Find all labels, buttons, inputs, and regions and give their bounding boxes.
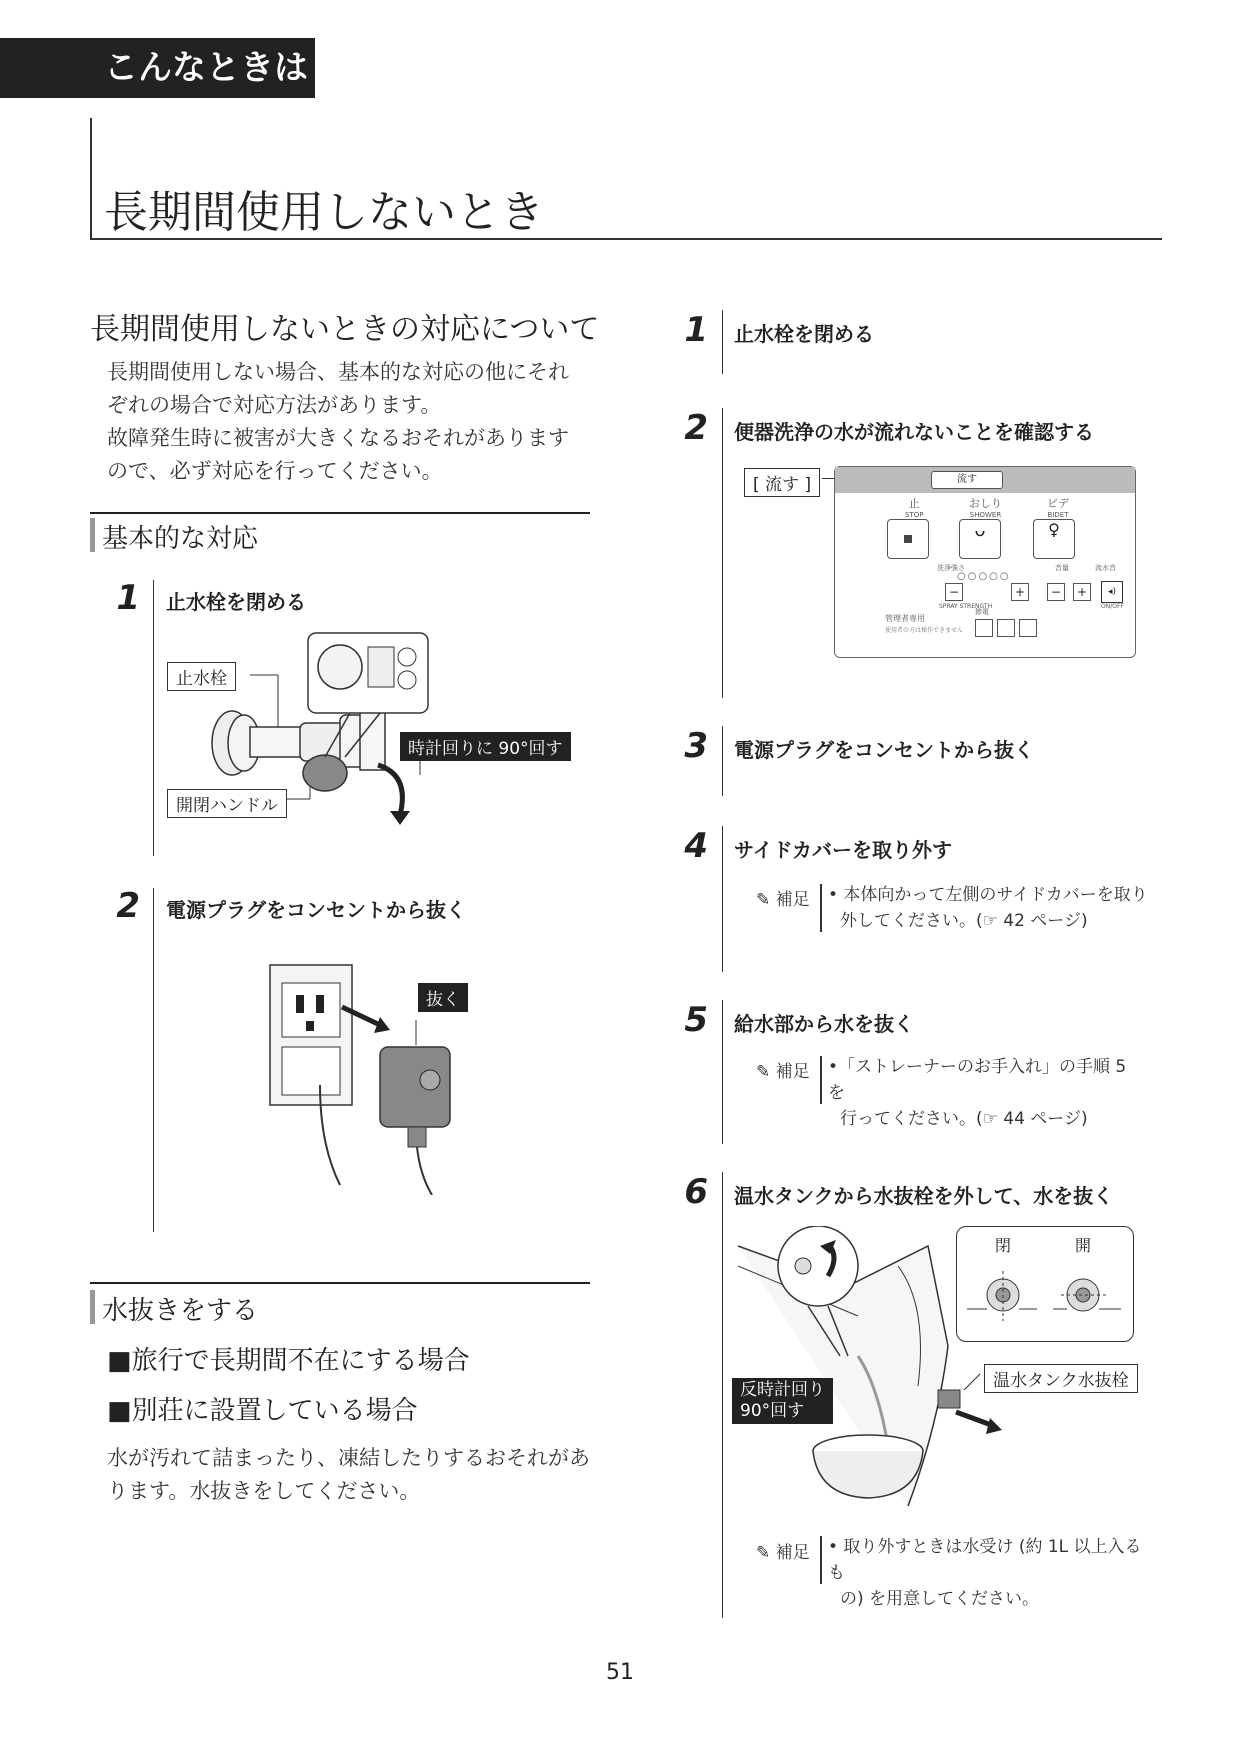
note-line: • 本体向かって左側のサイドカバーを取り (828, 885, 1148, 905)
step-rule (722, 1000, 723, 1144)
case-villa: ■別荘に設置している場合 (107, 1396, 418, 1426)
shower-en: SHOWER (969, 511, 1002, 519)
closed-label: 閉 (995, 1236, 1012, 1255)
step-title: 給水部から水を抜く (734, 1012, 914, 1036)
step-number: 1 (116, 578, 140, 618)
label-drain-plug: 温水タンク水抜栓 (984, 1364, 1138, 1393)
note-line: •「ストレーナーのお手入れ」の手順 5 を (828, 1057, 1127, 1103)
open-close-inset (956, 1226, 1134, 1342)
remote-sound-label: 流水音 (1095, 564, 1116, 572)
remote-sound-button[interactable]: ◂) (1101, 581, 1123, 603)
step-title: サイドカバーを取り外す (734, 838, 952, 862)
remote-flush-label: 流す (957, 474, 977, 485)
label-handle: 開閉ハンドル (167, 789, 287, 818)
remote-spray-dots: ○○○○○ (957, 571, 1011, 582)
page-number: 51 (606, 1660, 634, 1685)
step-rule (722, 726, 723, 796)
intro-line: ので、必ず対応を行ってください。 (107, 459, 443, 483)
stop-en: STOP (905, 511, 924, 519)
step-number: 5 (684, 1000, 708, 1040)
note-bar (820, 1056, 822, 1104)
intro-line: 長期間使用しない場合、基本的な対応の他にそれ (107, 360, 569, 384)
drain-heading-bar (90, 1290, 95, 1324)
step-title: 便器洗浄の水が流れないことを確認する (734, 420, 1094, 444)
remote-shower-button[interactable] (959, 519, 1001, 559)
page-title: 長期間使用しないとき (104, 187, 544, 238)
drain-line: ります。水抜きをしてください。 (107, 1479, 421, 1503)
remote-vol-label: 音量 (1055, 564, 1069, 572)
remote-spray-minus[interactable]: − (945, 583, 963, 601)
note-text (828, 1054, 1148, 1132)
step-title: 電源プラグをコンセントから抜く (166, 898, 466, 922)
remote-shower-label (969, 495, 1002, 519)
drain-heading-rule (90, 1282, 590, 1284)
step-rule (722, 408, 723, 698)
note-line: 外してください。(☞ 42 ページ) (840, 911, 1088, 931)
remote-vol-plus[interactable]: + (1073, 583, 1091, 601)
drain-line: 水が汚れて詰まったり、凍結したりするおそれがあ (107, 1446, 590, 1470)
title-vertical-rule (90, 118, 92, 240)
remote-panel (834, 466, 1136, 658)
basic-heading: 基本的な対応 (102, 524, 259, 554)
step-rule (722, 1172, 723, 1618)
turn-line-1: 反時計回り (740, 1380, 825, 1400)
note-label (756, 1538, 810, 1563)
section-title: 長期間使用しないときの対応について (90, 312, 600, 347)
note-label-text: 補足 (775, 1062, 810, 1082)
remote-bidet-button[interactable] (1033, 519, 1075, 559)
intro-line: 故障発生時に被害が大きくなるおそれがあります (107, 426, 569, 450)
shower-jp: おしり (969, 497, 1002, 510)
step-title: 止水栓を閉める (166, 590, 306, 614)
note-label-text: 補足 (775, 1543, 810, 1563)
step-number: 2 (116, 886, 140, 926)
intro-text (107, 356, 607, 488)
title-horizontal-rule (90, 238, 1162, 240)
shower-icon: ᴗ (974, 520, 986, 541)
intro-line: ぞれの場合で対応方法があります。 (107, 393, 442, 417)
label-pull: 抜く (418, 983, 468, 1012)
pencil-icon: ✎ (756, 1543, 776, 1563)
step-title: 止水栓を閉める (734, 322, 874, 346)
case-travel: ■旅行で長期間不在にする場合 (107, 1346, 470, 1376)
note-line: • 取り外すときは水受け (約 1L 以上入るも (828, 1537, 1142, 1583)
drain-heading: 水抜きをする (102, 1296, 259, 1326)
section-tab (0, 38, 315, 98)
step-number: 2 (684, 408, 708, 448)
note-bar (820, 884, 822, 932)
bidet-en: BIDET (1047, 511, 1069, 519)
remote-vol-minus[interactable]: − (1047, 583, 1065, 601)
bidet-icon: ♀ (1048, 520, 1060, 539)
label-flush: [ 流す ] (744, 468, 820, 497)
note-line: の) を用意してください。 (840, 1589, 1040, 1609)
label-counterclockwise (732, 1378, 833, 1424)
remote-stop-label (905, 495, 923, 519)
remote-bidet-label (1047, 495, 1069, 519)
bidet-jp: ビデ (1047, 497, 1069, 510)
open-label: 開 (1075, 1236, 1092, 1255)
turn-line-2: 90°回す (740, 1401, 805, 1421)
step-number: 3 (684, 726, 708, 766)
step-number: 1 (684, 310, 708, 350)
note-text (828, 1534, 1148, 1612)
step-rule (722, 826, 723, 972)
label-stop-valve: 止水栓 (167, 662, 236, 691)
step-rule (153, 580, 154, 856)
basic-heading-rule (90, 512, 590, 514)
remote-stop-button[interactable] (887, 519, 929, 559)
note-bar (820, 1536, 822, 1584)
step-rule (722, 310, 723, 374)
step-title: 温水タンクから水抜栓を外して、水を抜く (734, 1184, 1114, 1208)
remote-onoff: ON/OFF (1101, 603, 1124, 610)
note-label (756, 1057, 810, 1082)
note-line: 行ってください。(☞ 44 ページ) (840, 1109, 1088, 1129)
drain-text (107, 1442, 607, 1508)
step-number: 6 (684, 1172, 708, 1212)
open-close-diagram (957, 1261, 1133, 1335)
step-rule (153, 888, 154, 1232)
pencil-icon: ✎ (756, 1062, 776, 1082)
label-turn-clockwise: 時計回りに 90°回す (400, 732, 571, 761)
section-tab-label: こんなときは (104, 48, 308, 88)
stop-jp: 止 (908, 497, 920, 510)
remote-flush-button[interactable] (931, 471, 1003, 489)
pencil-icon: ✎ (756, 890, 776, 910)
note-label (756, 885, 810, 910)
remote-admin-note: 使用者の方は操作できません (885, 627, 964, 634)
remote-spray-en: SPRAY STRENGTH (939, 603, 993, 610)
remote-spray-label: 洗浄強さ (937, 564, 965, 572)
remote-mode-button-1[interactable] (975, 619, 993, 637)
remote-save-label: 節電 (975, 608, 989, 616)
step-number: 4 (684, 826, 708, 866)
note-label-text: 補足 (775, 890, 810, 910)
basic-heading-bar (90, 518, 95, 552)
remote-spray-plus[interactable]: + (1011, 583, 1029, 601)
note-text (828, 882, 1148, 934)
remote-mode-button-2[interactable] (997, 619, 1015, 637)
stop-icon (904, 535, 912, 543)
remote-mode-button-3[interactable] (1019, 619, 1037, 637)
step-title: 電源プラグをコンセントから抜く (734, 738, 1034, 762)
remote-admin: 管理者専用 (885, 614, 925, 623)
